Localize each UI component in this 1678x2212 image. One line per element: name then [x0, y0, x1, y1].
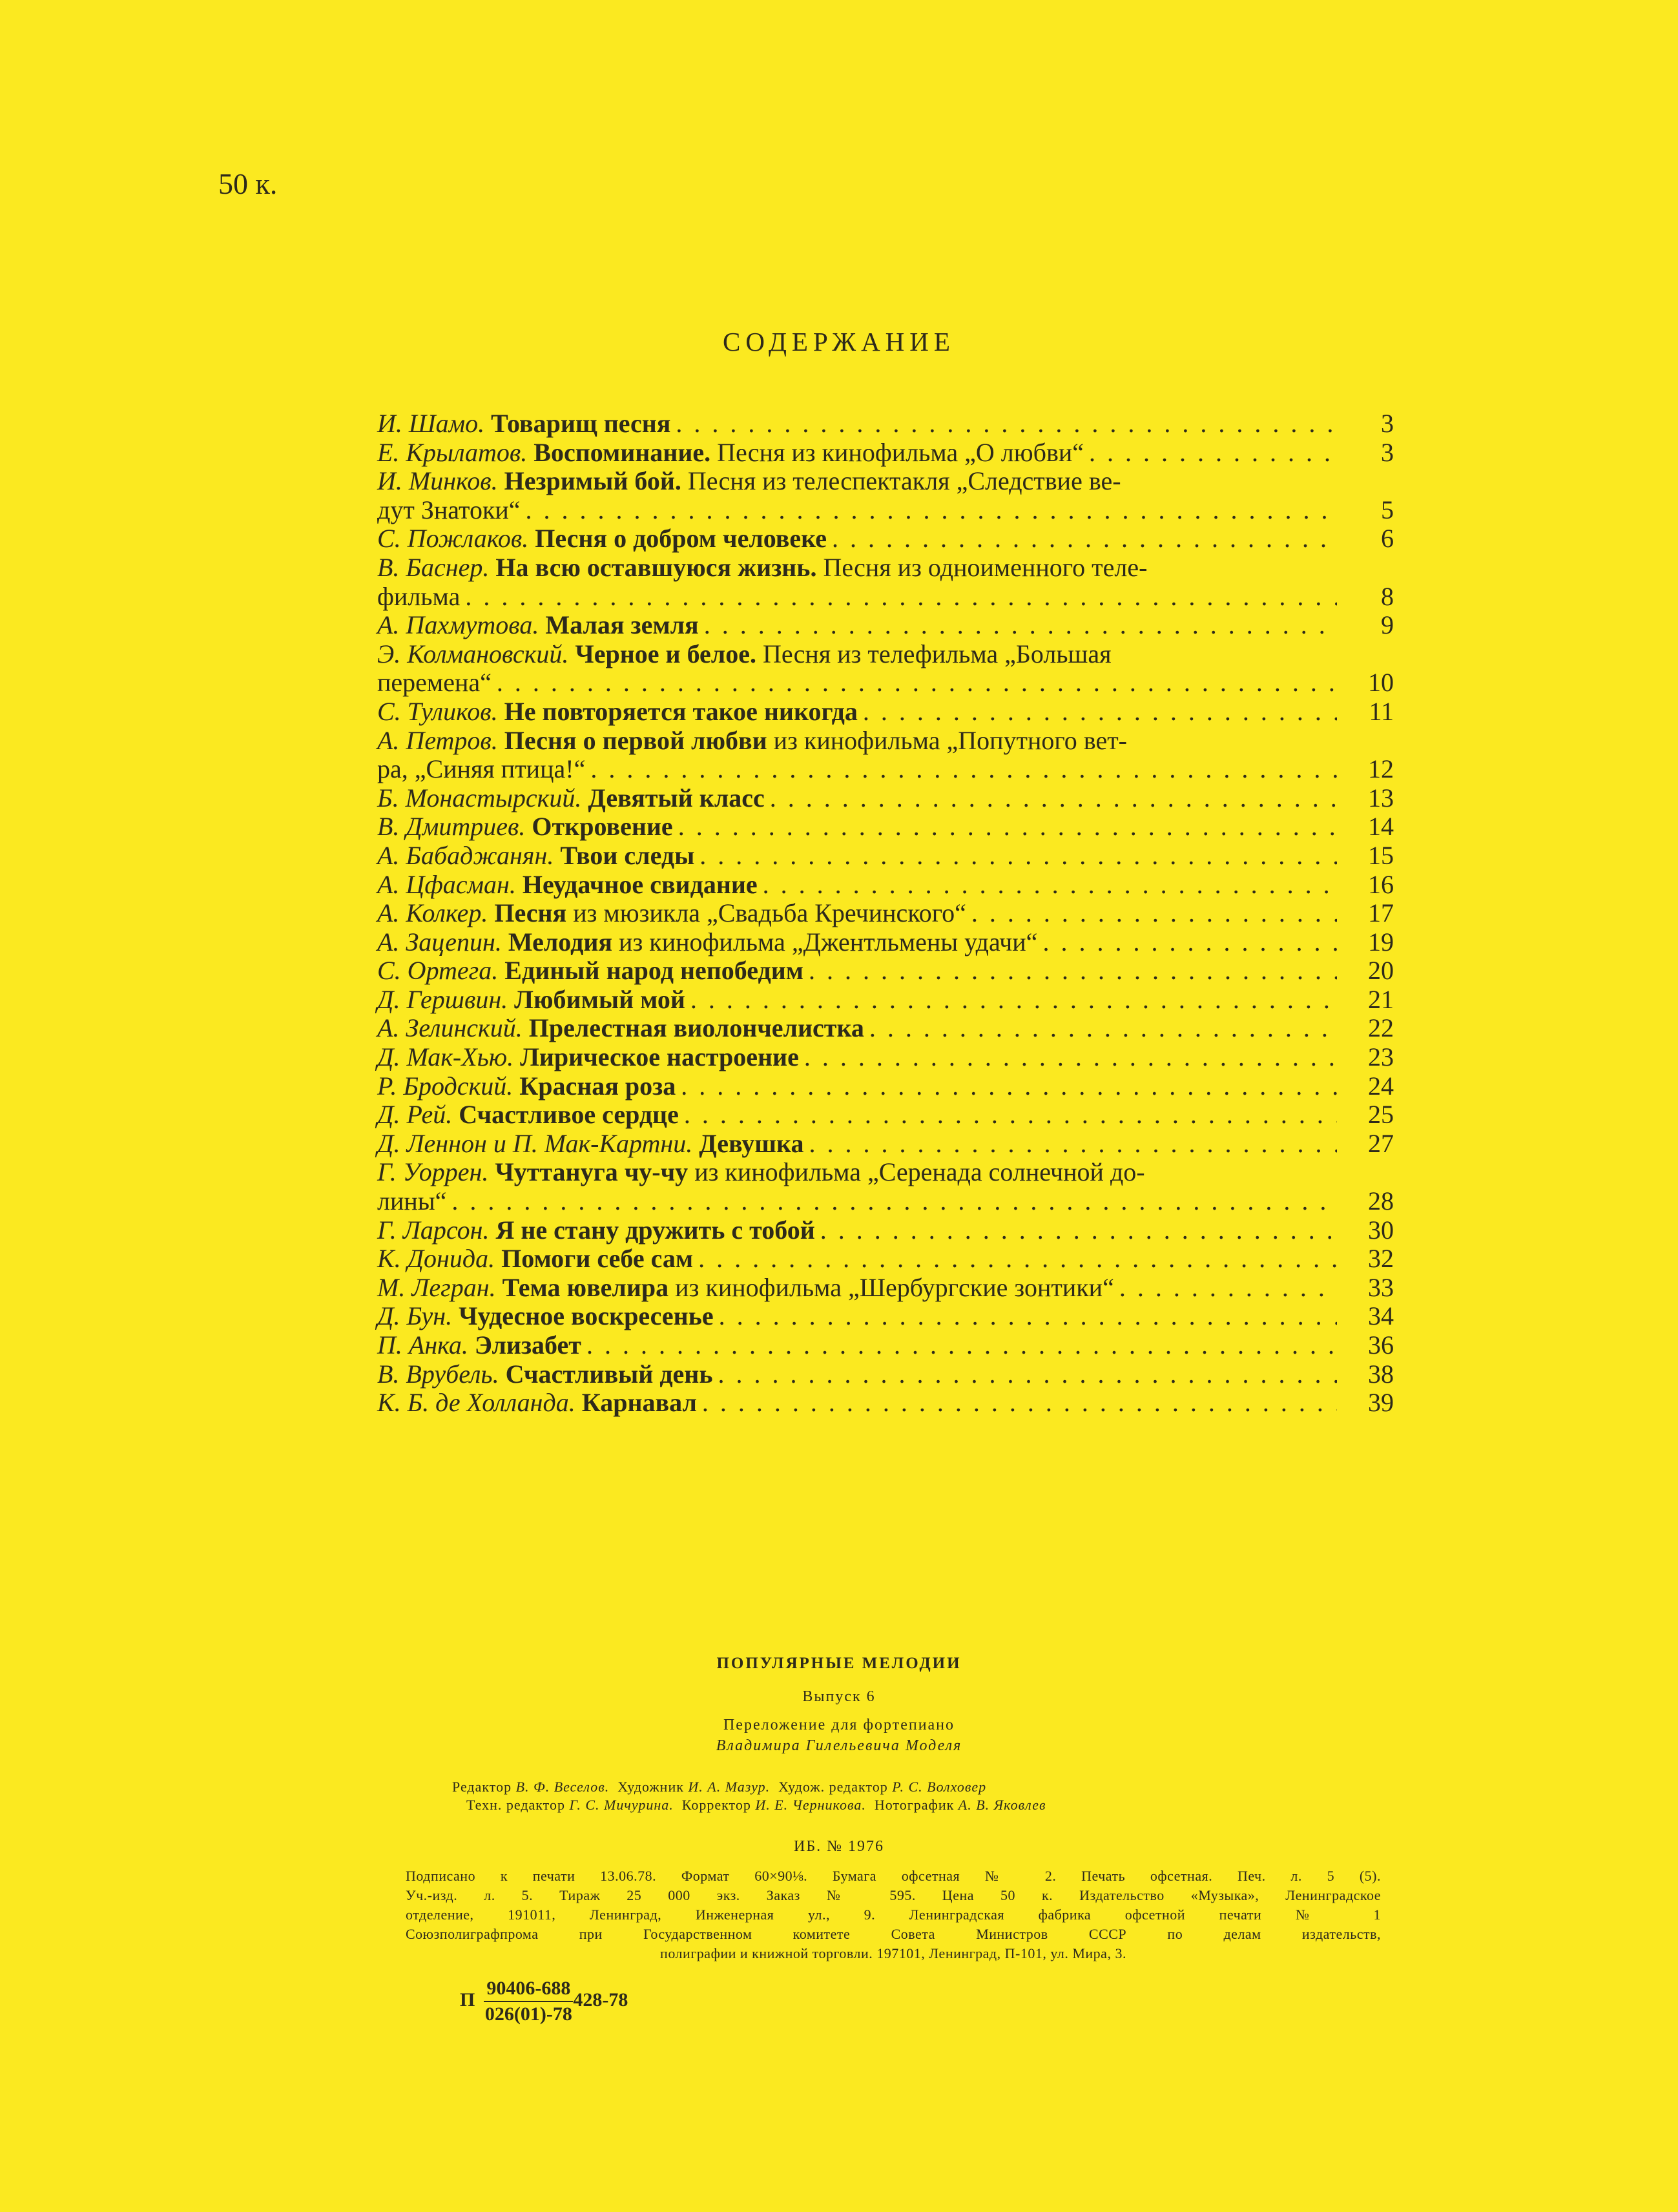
leader-dots [681, 1072, 1337, 1101]
composer-name: Э. Колмановский. [377, 639, 569, 668]
leader-dots [820, 1216, 1337, 1245]
toc-entry-line [377, 698, 1394, 727]
composer-name: А. Пахмутова. [377, 610, 539, 640]
page-number: 11 [1369, 696, 1394, 726]
imprint-line: полиграфии и книжной торговли. 197101, Ленинград, П-101, ул. Мира, 3. [660, 1945, 1126, 1961]
page-number: 21 [1368, 984, 1394, 1014]
arrangement-note: Переложение для фортепиано [723, 1717, 955, 1733]
toc-entry-line [377, 928, 1394, 957]
composer-name: Д. Гершвин. [377, 984, 508, 1014]
page-number: 12 [1368, 754, 1394, 784]
toc-entry [377, 1014, 1394, 1043]
composer-name: Д. Леннон и П. Мак-Картни. [377, 1128, 693, 1158]
page-number: 24 [1368, 1071, 1394, 1101]
staff-line-2: Техн. редактор Г. С. Мичурина. Корректор И. Е. Черникова. Нотографик А. В. Яковлев [466, 1797, 1046, 1813]
series-title: ПОПУЛЯРНЫЕ МЕЛОДИИ [716, 1655, 962, 1672]
composer-name: К. Б. де Холланда. [377, 1388, 575, 1418]
composer-name: В. Баснер. [377, 552, 490, 582]
song-title: Не повторяется такое никогда [504, 696, 858, 726]
page-number: 38 [1368, 1359, 1394, 1389]
toc-entry-line [377, 668, 1394, 698]
song-note: Песня из телеспектакля „Следствие ве- [687, 466, 1121, 496]
leader-dots [1042, 928, 1337, 957]
leader-dots [718, 1360, 1337, 1389]
song-title: Карнавал [581, 1388, 697, 1418]
composer-name: Г. Уоррен. [377, 1157, 489, 1187]
page-number: 19 [1368, 927, 1394, 956]
song-title: Песня [494, 898, 567, 928]
toc-entry [377, 1130, 1394, 1159]
toc-entry [377, 640, 1394, 698]
leader-dots [763, 871, 1337, 900]
arranger-name: Владимира Гилельевича Моделя [716, 1737, 962, 1754]
composer-name: Д. Рей. [377, 1100, 453, 1130]
toc-entry [377, 871, 1394, 900]
leader-dots [971, 899, 1337, 928]
song-note-continued: перемена“ [377, 668, 492, 698]
song-title: Твои следы [560, 840, 695, 870]
toc-entry [377, 439, 1394, 468]
leader-dots [770, 784, 1337, 813]
toc-entry [377, 928, 1394, 957]
composer-name: М. Легран. [377, 1272, 496, 1302]
imprint-line: Союзполиграфпрома при Государственном комитете Совета Министров СССР по делам издательств, [406, 1926, 1381, 1942]
leader-dots [699, 842, 1337, 871]
song-title: Помоги себе сам [501, 1244, 694, 1274]
leader-dots [465, 583, 1337, 612]
leader-dots [526, 496, 1337, 525]
composer-name: А. Бабаджанян. [377, 840, 554, 870]
composer-name: П. Анка. [377, 1330, 468, 1359]
leader-dots [804, 1043, 1337, 1072]
song-title: На всю оставшуюся жизнь. [495, 552, 817, 582]
song-title: Малая земля [545, 610, 699, 640]
toc-entry-line [377, 1331, 1394, 1360]
leader-dots [690, 986, 1337, 1015]
song-title: Откровение [532, 812, 673, 842]
leader-dots [586, 1331, 1337, 1360]
toc-entry [377, 812, 1394, 842]
toc-entry [377, 1274, 1394, 1303]
toc-entry [377, 727, 1394, 784]
toc-entry [377, 986, 1394, 1015]
song-title: Девушка [699, 1128, 804, 1158]
toc-entry-line [377, 812, 1394, 842]
leader-dots [678, 812, 1337, 842]
leader-dots [869, 1014, 1337, 1043]
toc-entry-line [377, 755, 1394, 784]
toc-entry [377, 698, 1394, 727]
page-number: 14 [1368, 812, 1394, 842]
composer-name: Е. Крылатов. [377, 437, 528, 467]
composer-name: Д. Бун. [377, 1301, 453, 1331]
composer-name: С. Ортега. [377, 956, 499, 986]
song-title: Я не стану дружить с тобой [495, 1215, 815, 1245]
song-note: из кинофильма „Попутного вет- [773, 725, 1127, 755]
page-number: 13 [1368, 783, 1394, 812]
toc-entry-line [377, 583, 1394, 612]
leader-dots [719, 1302, 1337, 1331]
song-title: Единый народ непобедим [504, 956, 804, 986]
toc-entry [377, 1216, 1394, 1245]
leader-dots [684, 1101, 1337, 1130]
toc-entry-line [377, 1389, 1394, 1418]
toc-entry [377, 1158, 1394, 1215]
composer-name: А. Петров. [377, 725, 498, 755]
toc-entry [377, 1302, 1394, 1331]
page-number: 27 [1368, 1128, 1394, 1158]
toc-entry [377, 553, 1394, 611]
page-number: 36 [1368, 1330, 1394, 1359]
composer-name: А. Зацепин. [377, 927, 502, 956]
toc-entry-line [377, 1245, 1394, 1274]
toc-entry-line [377, 1043, 1394, 1072]
toc-entry [377, 899, 1394, 928]
song-title: Незримый бой. [504, 466, 681, 496]
song-title: Элизабет [474, 1330, 581, 1359]
song-title: Лирическое настроение [520, 1042, 799, 1072]
toc-entry-line [377, 899, 1394, 928]
page-number: 15 [1368, 840, 1394, 870]
song-title: Мелодия [508, 927, 613, 956]
toc-entry-line [377, 1216, 1394, 1245]
leader-dots [809, 956, 1337, 986]
toc-entry-line [377, 524, 1394, 553]
song-title: Неудачное свидание [522, 869, 758, 899]
page-number: 8 [1381, 581, 1394, 611]
page-number: 30 [1368, 1215, 1394, 1245]
song-title: Девятый класс [588, 783, 765, 812]
toc-entry [377, 1245, 1394, 1274]
page-number: 10 [1368, 668, 1394, 698]
song-title: Товарищ песня [491, 409, 671, 438]
leader-dots [832, 524, 1337, 553]
leader-dots [1089, 439, 1337, 468]
page-number: 28 [1368, 1186, 1394, 1216]
leader-dots [1119, 1274, 1337, 1303]
toc-entry-line [377, 1360, 1394, 1389]
page-number: 33 [1368, 1272, 1394, 1302]
song-note-continued: лины“ [377, 1186, 447, 1216]
toc-title: СОДЕРЖАНИЕ [723, 327, 955, 357]
leader-dots [497, 668, 1337, 698]
toc-entry [377, 1331, 1394, 1360]
song-title: Чуттануга чу-чу [495, 1157, 689, 1187]
toc-entry [377, 1360, 1394, 1389]
imprint-line: отделение, 191011, Ленинград, Инженерная ул., 9. Ленинградская фабрика офсетной печати № 1 [406, 1907, 1381, 1923]
song-title: Тема ювелира [502, 1272, 669, 1302]
song-note: Песня из телефильма „Большая [762, 639, 1112, 668]
song-note-continued: дут Знатоки“ [377, 495, 521, 524]
staff-line-1: Редактор В. Ф. Веселов. Художник И. А. Мазур. Худож. редактор Р. С. Волховер [452, 1779, 987, 1795]
page-number: 34 [1368, 1301, 1394, 1331]
toc-entry-line [377, 409, 1394, 439]
toc-entry-line [377, 640, 1394, 669]
composer-name: Г. Ларсон. [377, 1215, 490, 1245]
composer-name: А. Цфасман. [377, 869, 516, 899]
leader-dots [676, 409, 1337, 439]
toc-entry-line [377, 439, 1394, 468]
toc-entry [377, 956, 1394, 986]
song-title: Песня о добром человеке [535, 524, 827, 553]
page-number: 5 [1381, 495, 1394, 524]
toc-entry-line [377, 496, 1394, 525]
toc-entry-line [377, 1187, 1394, 1216]
song-note: Песня из одноименного теле- [823, 552, 1148, 582]
leader-dots [863, 698, 1337, 727]
toc-entry-line [377, 1014, 1394, 1043]
toc-entry-line [377, 1158, 1394, 1187]
leader-dots [451, 1187, 1337, 1216]
issue-number: Выпуск 6 [802, 1688, 876, 1705]
song-title: Песня о первой любви [504, 725, 767, 755]
toc-entry [377, 1101, 1394, 1130]
toc-entry-line [377, 871, 1394, 900]
composer-name: А. Колкер. [377, 898, 488, 928]
leader-dots [590, 755, 1337, 784]
toc-entry-line [377, 611, 1394, 640]
leader-dots [809, 1130, 1337, 1159]
song-title: Любимый мой [514, 984, 685, 1014]
page-number: 16 [1368, 869, 1394, 899]
composer-name: И. Минков. [377, 466, 498, 496]
song-note-continued: фильма [377, 581, 461, 611]
composer-name: Д. Мак-Хью. [377, 1042, 514, 1072]
composer-name: В. Дмитриев. [377, 812, 526, 842]
toc-entry [377, 1072, 1394, 1101]
toc-entry-line [377, 727, 1394, 756]
song-title: Чудесное воскресенье [459, 1301, 714, 1331]
toc-entry-line [377, 1302, 1394, 1331]
page-number: 39 [1368, 1388, 1394, 1418]
imprint-line: Уч.-изд. л. 5. Тираж 25 000 экз. Заказ № 595. Цена 50 к. Издательство «Музыка», Ленинградское [406, 1887, 1381, 1903]
toc-entry [377, 1389, 1394, 1418]
composer-name: Б. Монастырский. [377, 783, 582, 812]
catalog-code: П $\frac{90406-688}{026(01)-78}$ 428-78 [460, 1978, 628, 2025]
toc-entry-line [377, 1130, 1394, 1159]
toc-entry [377, 842, 1394, 871]
price: 50 к. [218, 167, 278, 200]
toc-entry [377, 1043, 1394, 1072]
imprint [406, 1866, 1381, 1963]
toc-entry-line [377, 553, 1394, 583]
song-note: из кинофильма „Серенада солнечной до- [694, 1157, 1145, 1187]
toc-entry-line [377, 1101, 1394, 1130]
song-title: Счастливое сердце [459, 1100, 679, 1130]
table-of-contents [377, 409, 1394, 1418]
leader-dots [704, 611, 1337, 640]
toc-entry [377, 784, 1394, 813]
leader-dots [698, 1245, 1337, 1274]
toc-entry-line [377, 956, 1394, 986]
composer-name: В. Врубель. [377, 1359, 499, 1389]
toc-entry [377, 409, 1394, 439]
song-note: Песня из кинофильма „О любви“ [717, 437, 1084, 467]
imprint-line: Подписано к печати 13.06.78. Формат 60×90⅛. Бумага офсетная № 2. Печать офсетная. Печ. л. 5 (5). [406, 1868, 1381, 1884]
page-number: 23 [1368, 1042, 1394, 1072]
toc-entry [377, 467, 1394, 524]
page-number: 25 [1368, 1100, 1394, 1130]
page-number: 20 [1368, 956, 1394, 986]
page-number: 17 [1368, 898, 1394, 928]
page-number: 3 [1381, 437, 1394, 467]
song-title: Красная роза [519, 1071, 676, 1101]
song-title: Черное и белое. [575, 639, 756, 668]
toc-entry-line [377, 784, 1394, 813]
song-title: Счастливый день [505, 1359, 713, 1389]
toc-entry-line [377, 1274, 1394, 1303]
song-note: из кинофильма „Джентльмены удачи“ [619, 927, 1038, 956]
song-note: из мюзикла „Свадьба Кречинского“ [573, 898, 966, 928]
page-number: 22 [1368, 1013, 1394, 1043]
ib-number: ИБ. № 1976 [793, 1838, 884, 1855]
composer-name: К. Донида. [377, 1244, 495, 1274]
toc-entry-line [377, 986, 1394, 1015]
toc-entry-line [377, 842, 1394, 871]
composer-name: С. Туликов. [377, 696, 498, 726]
page-number: 32 [1368, 1244, 1394, 1274]
song-note-continued: ра, „Синяя птица!“ [377, 754, 586, 784]
song-title: Воспоминание. [533, 437, 711, 467]
composer-name: Р. Бродский. [377, 1071, 513, 1101]
composer-name: И. Шамо. [377, 409, 485, 438]
toc-entry-line [377, 467, 1394, 496]
page-number: 6 [1381, 524, 1394, 553]
page-number: 3 [1381, 409, 1394, 438]
composer-name: С. Пожлаков. [377, 524, 529, 553]
toc-entry [377, 524, 1394, 553]
leader-dots [702, 1389, 1337, 1418]
toc-entry [377, 611, 1394, 640]
song-note: из кинофильма „Шербургские зонтики“ [675, 1272, 1114, 1302]
toc-entry-line [377, 1072, 1394, 1101]
song-title: Прелестная виолончелистка [528, 1013, 864, 1043]
page-number: 9 [1381, 610, 1394, 640]
composer-name: А. Зелинский. [377, 1013, 523, 1043]
